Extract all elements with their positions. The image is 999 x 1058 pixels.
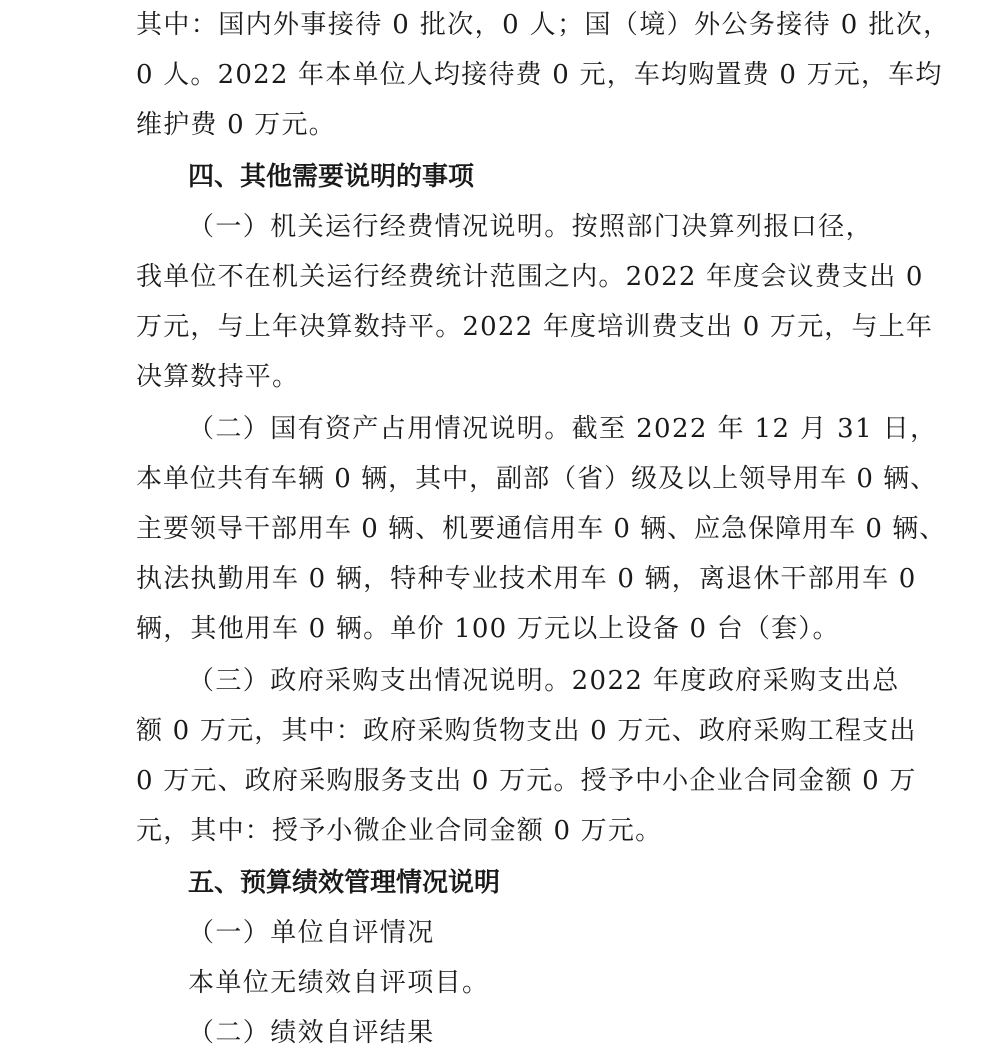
text-line-14: （三）政府采购支出情况说明。2022 年度政府采购支出总 xyxy=(188,666,900,696)
text-line-6: 我单位不在机关运行经费统计范围之内。2022 年度会议费支出 0 xyxy=(136,262,924,292)
text-line-1: 其中：国内外事接待 0 批次，0 人；国（境）外公务接待 0 批次， xyxy=(136,10,951,40)
text-line-10: 本单位共有车辆 0 辆，其中，副部（省）级及以上领导用车 0 辆、 xyxy=(136,464,938,494)
text-line-5: （一）机关运行经费情况说明。按照部门决算列报口径， xyxy=(188,212,874,242)
section-heading-4: 四、其他需要说明的事项 xyxy=(188,162,475,192)
text-line-17: 元，其中：授予小微企业合同金额 0 万元。 xyxy=(136,816,663,846)
text-line-7: 万元，与上年决算数持平。2022 年度培训费支出 0 万元，与上年 xyxy=(136,312,934,342)
section-heading-5: 五、预算绩效管理情况说明 xyxy=(188,868,501,898)
text-line-12: 执法执勤用车 0 辆，特种专业技术用车 0 辆，离退休干部用车 0 xyxy=(136,564,917,594)
text-line-8: 决算数持平。 xyxy=(136,362,300,392)
text-line-9: （二）国有资产占用情况说明。截至 2022 年 12 月 31 日， xyxy=(188,414,938,444)
text-line-13: 辆，其他用车 0 辆。单价 100 万元以上设备 0 台（套）。 xyxy=(136,614,840,644)
text-line-16: 0 万元、政府采购服务支出 0 万元。授予中小企业合同金额 0 万 xyxy=(136,766,917,796)
text-line-15: 额 0 万元，其中：政府采购货物支出 0 万元、政府采购工程支出 xyxy=(136,716,917,746)
text-line-2: 0 人。2022 年本单位人均接待费 0 元，车均购置费 0 万元，车均 xyxy=(136,60,943,90)
text-line-3: 维护费 0 万元。 xyxy=(136,110,336,140)
text-line-20: 本单位无绩效自评项目。 xyxy=(188,968,490,998)
subheading-eval-result: （二）绩效自评结果 xyxy=(188,1018,435,1048)
text-line-11: 主要领导干部用车 0 辆、机要通信用车 0 辆、应急保障用车 0 辆、 xyxy=(136,514,947,544)
subheading-self-eval: （一）单位自评情况 xyxy=(188,918,435,948)
